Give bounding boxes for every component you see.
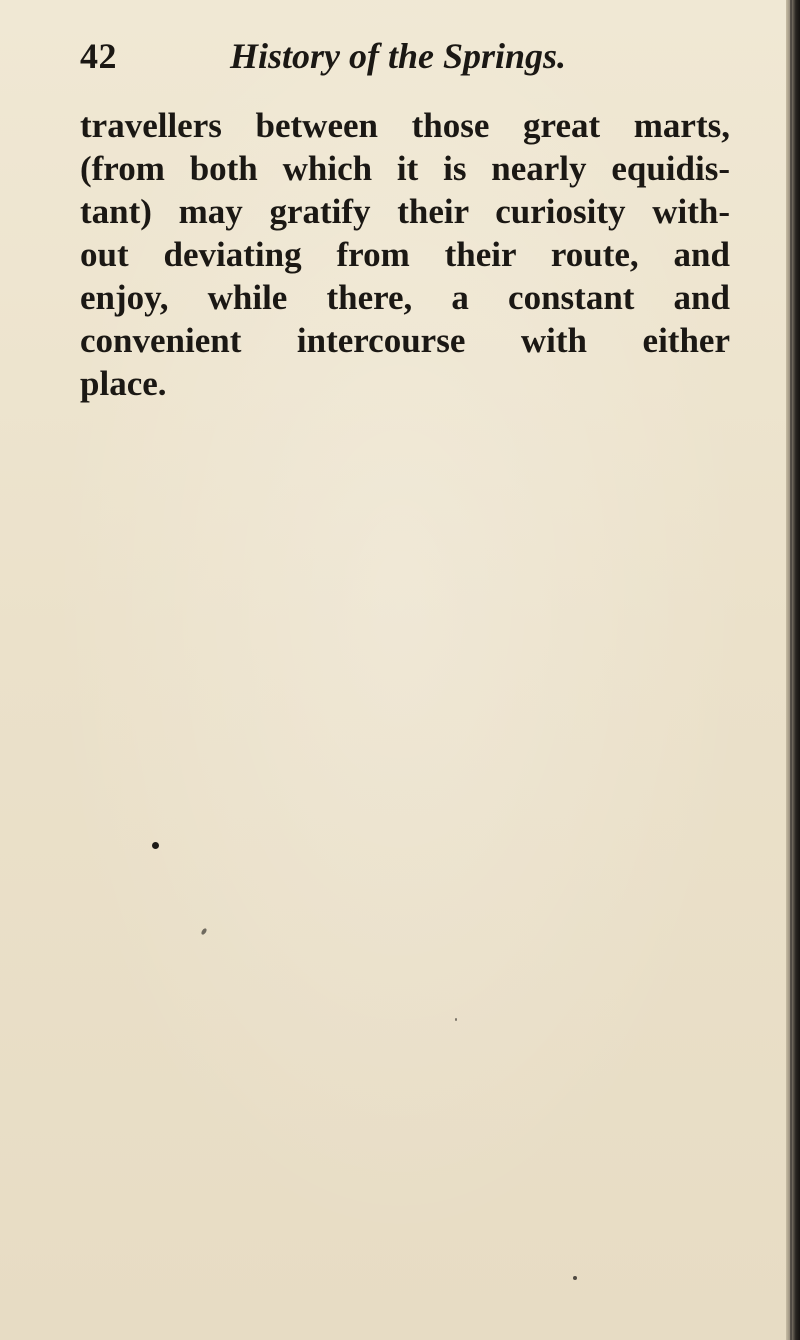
page-header <box>80 30 730 82</box>
ink-speck <box>573 1276 577 1280</box>
text-line: enjoy, while there, a constant and <box>80 278 730 317</box>
ink-speck <box>152 842 159 849</box>
running-head: History of the Springs. <box>230 36 567 76</box>
page-edge-line <box>790 0 792 1340</box>
text-line: out deviating from their route, and <box>80 235 730 274</box>
text-line: place. <box>80 364 167 403</box>
text-line: travellers between those great marts, <box>80 106 730 145</box>
page-body-text <box>80 104 730 405</box>
text-line: convenient intercourse with either <box>80 321 730 360</box>
ink-speck <box>455 1018 457 1021</box>
ink-speck <box>200 927 207 935</box>
page-edge-shadow <box>786 0 800 1340</box>
text-line: tant) may gratify their curiosity with- <box>80 192 730 231</box>
text-line: (from both which it is nearly equidis- <box>80 149 730 188</box>
page-number: 42 <box>80 36 117 76</box>
